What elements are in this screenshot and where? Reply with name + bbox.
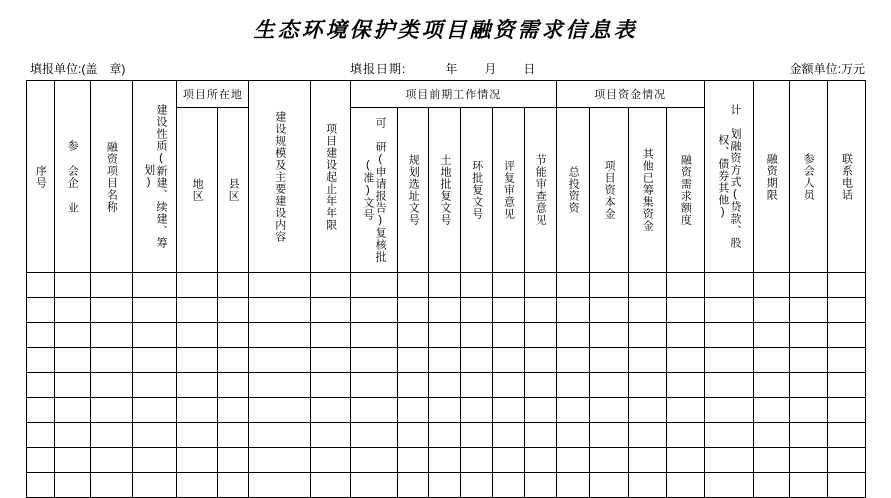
table-cell[interactable]	[704, 298, 753, 323]
table-cell[interactable]	[827, 448, 865, 473]
table-cell[interactable]	[351, 473, 398, 498]
header-planning-doc: 规划选址文号	[397, 108, 429, 273]
table-cell[interactable]	[704, 373, 753, 398]
table-cell[interactable]	[524, 323, 556, 348]
table-cell[interactable]	[429, 273, 461, 298]
table-row[interactable]	[27, 298, 866, 323]
table-cell[interactable]	[429, 398, 461, 423]
table-cell[interactable]	[249, 423, 310, 448]
table-cell[interactable]	[132, 298, 176, 323]
table-cell[interactable]	[177, 373, 217, 398]
header-county: 县区	[217, 108, 249, 273]
table-cell[interactable]	[249, 473, 310, 498]
table-cell[interactable]	[54, 423, 90, 448]
table-cell[interactable]	[789, 473, 827, 498]
table-cell[interactable]	[827, 373, 865, 398]
table-cell[interactable]	[351, 323, 398, 348]
table-cell[interactable]	[461, 273, 493, 298]
table-cell[interactable]	[590, 298, 628, 323]
table-cell[interactable]	[666, 373, 704, 398]
table-cell[interactable]	[556, 473, 590, 498]
table-cell[interactable]	[217, 323, 249, 348]
header-contact-phone: 联系电话	[827, 81, 865, 273]
table-cell[interactable]	[827, 348, 865, 373]
table-cell[interactable]	[217, 448, 249, 473]
table-cell[interactable]	[217, 373, 249, 398]
reporting-date-label: 填报日期: 年 月 日	[350, 62, 537, 76]
table-cell[interactable]	[524, 473, 556, 498]
table-cell[interactable]	[217, 348, 249, 373]
table-cell[interactable]	[590, 398, 628, 423]
table-cell[interactable]	[827, 273, 865, 298]
table-row[interactable]	[27, 398, 866, 423]
table-cell[interactable]	[310, 398, 350, 423]
table-cell[interactable]	[54, 273, 90, 298]
table-row[interactable]	[27, 448, 866, 473]
table-cell[interactable]	[492, 273, 524, 298]
meta-row	[30, 60, 865, 76]
table-cell[interactable]	[666, 448, 704, 473]
table-cell[interactable]	[590, 448, 628, 473]
table-cell[interactable]	[524, 398, 556, 423]
table-cell[interactable]	[132, 448, 176, 473]
table-cell[interactable]	[27, 348, 55, 373]
header-capital: 项目资本金	[590, 108, 628, 273]
table-cell[interactable]	[590, 473, 628, 498]
table-row[interactable]	[27, 373, 866, 398]
table-cell[interactable]	[556, 348, 590, 373]
table-cell[interactable]	[132, 373, 176, 398]
table-cell[interactable]	[177, 348, 217, 373]
table-cell[interactable]	[54, 448, 90, 473]
table-cell[interactable]	[27, 373, 55, 398]
table-cell[interactable]	[217, 298, 249, 323]
table-cell[interactable]	[590, 273, 628, 298]
table-cell[interactable]	[249, 273, 310, 298]
table-cell[interactable]	[27, 273, 55, 298]
table-cell[interactable]	[492, 323, 524, 348]
table-cell[interactable]	[27, 398, 55, 423]
table-cell[interactable]	[27, 323, 55, 348]
table-cell[interactable]	[827, 398, 865, 423]
table-cell[interactable]	[461, 348, 493, 373]
table-cell[interactable]	[461, 423, 493, 448]
header-energy-review: 节能审查意见	[524, 108, 556, 273]
table-cell[interactable]	[177, 473, 217, 498]
table-cell[interactable]	[397, 398, 429, 423]
table-row[interactable]	[27, 323, 866, 348]
header-seq: 序号	[27, 81, 55, 273]
table-cell[interactable]	[351, 298, 398, 323]
table-cell[interactable]	[397, 423, 429, 448]
table-cell[interactable]	[27, 298, 55, 323]
table-cell[interactable]	[704, 348, 753, 373]
table-cell[interactable]	[789, 298, 827, 323]
header-project-funding-group: 项目资金情况	[556, 81, 704, 108]
table-cell[interactable]	[90, 348, 132, 373]
table-cell[interactable]	[590, 423, 628, 448]
table-cell[interactable]	[704, 423, 753, 448]
table-row[interactable]	[27, 473, 866, 498]
table-cell[interactable]	[132, 273, 176, 298]
table-cell[interactable]	[556, 298, 590, 323]
table-cell[interactable]	[461, 448, 493, 473]
table-cell[interactable]	[556, 448, 590, 473]
table-cell[interactable]	[429, 298, 461, 323]
table-cell[interactable]	[177, 448, 217, 473]
header-contact-person: 参会人员	[789, 81, 827, 273]
table-cell[interactable]	[429, 448, 461, 473]
table-cell[interactable]	[397, 323, 429, 348]
table-cell[interactable]	[753, 298, 789, 323]
table-cell[interactable]	[249, 298, 310, 323]
table-cell[interactable]	[429, 348, 461, 373]
table-cell[interactable]	[461, 323, 493, 348]
table-cell[interactable]	[461, 373, 493, 398]
table-cell[interactable]	[827, 323, 865, 348]
table-cell[interactable]	[310, 373, 350, 398]
header-feasibility-doc: 可 研(申请报告)复核批(准)文号	[351, 108, 398, 273]
table-cell[interactable]	[90, 323, 132, 348]
table-cell[interactable]	[628, 298, 666, 323]
table-cell[interactable]	[90, 473, 132, 498]
table-cell[interactable]	[27, 473, 55, 498]
header-group-row	[27, 81, 866, 108]
table-cell[interactable]	[628, 423, 666, 448]
table-cell[interactable]	[789, 448, 827, 473]
table-cell[interactable]	[628, 348, 666, 373]
table-cell[interactable]	[704, 473, 753, 498]
table-cell[interactable]	[310, 348, 350, 373]
table-cell[interactable]	[397, 298, 429, 323]
table-cell[interactable]	[177, 298, 217, 323]
table-cell[interactable]	[310, 423, 350, 448]
table-cell[interactable]	[753, 348, 789, 373]
table-cell[interactable]	[666, 473, 704, 498]
table-cell[interactable]	[590, 348, 628, 373]
table-row[interactable]	[27, 273, 866, 298]
table-cell[interactable]	[492, 298, 524, 323]
table-cell[interactable]	[217, 423, 249, 448]
table-cell[interactable]	[524, 298, 556, 323]
financing-demand-table	[26, 80, 866, 498]
table-cell[interactable]	[827, 298, 865, 323]
table-cell[interactable]	[556, 273, 590, 298]
table-cell[interactable]	[704, 448, 753, 473]
header-financing-demand: 融资需求额度	[666, 108, 704, 273]
table-cell[interactable]	[753, 323, 789, 348]
table-cell[interactable]	[27, 423, 55, 448]
table-cell[interactable]	[177, 423, 217, 448]
table-cell[interactable]	[556, 398, 590, 423]
table-cell[interactable]	[556, 423, 590, 448]
table-cell[interactable]	[590, 323, 628, 348]
table-cell[interactable]	[27, 448, 55, 473]
table-cell[interactable]	[54, 373, 90, 398]
table-cell[interactable]	[666, 398, 704, 423]
table-cell[interactable]	[789, 273, 827, 298]
table-cell[interactable]	[492, 348, 524, 373]
table-cell[interactable]	[397, 448, 429, 473]
table-cell[interactable]	[54, 348, 90, 373]
table-cell[interactable]	[132, 473, 176, 498]
reporting-unit-label: 填报单位:(盖 章)	[30, 62, 126, 76]
table-cell[interactable]	[132, 398, 176, 423]
table-cell[interactable]	[249, 448, 310, 473]
table-cell[interactable]	[249, 398, 310, 423]
table-cell[interactable]	[54, 473, 90, 498]
table-cell[interactable]	[429, 373, 461, 398]
table-cell[interactable]	[492, 473, 524, 498]
header-enterprise: 参 会企 业	[54, 81, 90, 273]
table-row[interactable]	[27, 348, 866, 373]
table-cell[interactable]	[789, 398, 827, 423]
table-cell[interactable]	[429, 473, 461, 498]
table-cell[interactable]	[556, 373, 590, 398]
table-cell[interactable]	[249, 323, 310, 348]
header-total-investment: 总投资资	[556, 108, 590, 273]
table-cell[interactable]	[704, 398, 753, 423]
table-cell[interactable]	[429, 423, 461, 448]
table-cell[interactable]	[492, 398, 524, 423]
table-body	[27, 273, 866, 498]
table-cell[interactable]	[492, 423, 524, 448]
table-cell[interactable]	[524, 423, 556, 448]
table-cell[interactable]	[753, 273, 789, 298]
table-cell[interactable]	[628, 273, 666, 298]
table-cell[interactable]	[666, 273, 704, 298]
header-period: 项目建设起止年年限	[310, 81, 350, 273]
table-cell[interactable]	[628, 373, 666, 398]
table-cell[interactable]	[461, 398, 493, 423]
header-review-opinion: 评复审意见	[492, 108, 524, 273]
table-cell[interactable]	[217, 273, 249, 298]
table-cell[interactable]	[132, 348, 176, 373]
table-cell[interactable]	[753, 423, 789, 448]
table-cell[interactable]	[351, 398, 398, 423]
table-cell[interactable]	[827, 423, 865, 448]
header-region: 地区	[177, 108, 217, 273]
header-other-funds: 其他已筹集资金	[628, 108, 666, 273]
header-scale-content: 建设规模及主要建设内容	[249, 81, 310, 273]
table-cell[interactable]	[90, 423, 132, 448]
table-cell[interactable]	[789, 323, 827, 348]
table-cell[interactable]	[753, 373, 789, 398]
table-cell[interactable]	[90, 273, 132, 298]
table-cell[interactable]	[753, 398, 789, 423]
header-financing-term: 融资期限	[753, 81, 789, 273]
document-page	[0, 14, 891, 495]
table-cell[interactable]	[492, 373, 524, 398]
table-cell[interactable]	[132, 423, 176, 448]
table-cell[interactable]	[217, 398, 249, 423]
table-cell[interactable]	[397, 348, 429, 373]
table-cell[interactable]	[310, 473, 350, 498]
table-cell[interactable]	[429, 323, 461, 348]
table-cell[interactable]	[351, 423, 398, 448]
table-cell[interactable]	[524, 448, 556, 473]
table-cell[interactable]	[90, 373, 132, 398]
table-cell[interactable]	[628, 398, 666, 423]
amount-unit-label: 金额单位:万元	[789, 62, 865, 76]
table-cell[interactable]	[249, 348, 310, 373]
table-cell[interactable]	[217, 473, 249, 498]
table-cell[interactable]	[461, 473, 493, 498]
header-env-doc: 环批复文号	[461, 108, 493, 273]
table-row[interactable]	[27, 423, 866, 448]
table-cell[interactable]	[524, 373, 556, 398]
page-title: 生态环境保护类项目融资需求信息表	[253, 18, 638, 42]
table-cell[interactable]	[397, 473, 429, 498]
table-cell[interactable]	[666, 423, 704, 448]
header-project-name: 融资项目名称	[90, 81, 132, 273]
table-cell[interactable]	[666, 348, 704, 373]
table-cell[interactable]	[590, 373, 628, 398]
table-cell[interactable]	[666, 298, 704, 323]
table-cell[interactable]	[177, 273, 217, 298]
table-cell[interactable]	[351, 373, 398, 398]
table-cell[interactable]	[310, 323, 350, 348]
header-preliminary-work-group: 项目前期工作情况	[351, 81, 557, 108]
table-cell[interactable]	[310, 273, 350, 298]
table-cell[interactable]	[753, 473, 789, 498]
table-cell[interactable]	[249, 373, 310, 398]
table-cell[interactable]	[666, 323, 704, 348]
table-cell[interactable]	[556, 323, 590, 348]
table-cell[interactable]	[351, 448, 398, 473]
table-cell[interactable]	[827, 473, 865, 498]
table-cell[interactable]	[753, 448, 789, 473]
table-cell[interactable]	[397, 373, 429, 398]
table-cell[interactable]	[177, 323, 217, 348]
table-cell[interactable]	[628, 448, 666, 473]
table-cell[interactable]	[461, 298, 493, 323]
table-cell[interactable]	[310, 448, 350, 473]
table-cell[interactable]	[351, 348, 398, 373]
header-land-doc: 土地批复文号	[429, 108, 461, 273]
table-cell[interactable]	[789, 348, 827, 373]
header-financing-method: 计 划融资方式(贷款、股权、债券其他)	[704, 81, 753, 273]
table-cell[interactable]	[628, 323, 666, 348]
table-cell[interactable]	[789, 423, 827, 448]
table-cell[interactable]	[90, 448, 132, 473]
table-cell[interactable]	[524, 273, 556, 298]
table-cell[interactable]	[90, 398, 132, 423]
table-cell[interactable]	[90, 298, 132, 323]
table-cell[interactable]	[132, 323, 176, 348]
table-cell[interactable]	[397, 273, 429, 298]
table-cell[interactable]	[54, 298, 90, 323]
table-cell[interactable]	[54, 398, 90, 423]
table-cell[interactable]	[789, 373, 827, 398]
table-cell[interactable]	[524, 348, 556, 373]
header-construction-nature: 建设性质(新建、续建、筹划)	[132, 81, 176, 273]
table-cell[interactable]	[54, 323, 90, 348]
header-project-location-group: 项目所在地	[177, 81, 249, 108]
table-cell[interactable]	[351, 273, 398, 298]
table-cell[interactable]	[492, 448, 524, 473]
table-cell[interactable]	[704, 273, 753, 298]
table-cell[interactable]	[177, 398, 217, 423]
table-cell[interactable]	[310, 298, 350, 323]
table-cell[interactable]	[704, 323, 753, 348]
table-cell[interactable]	[628, 473, 666, 498]
